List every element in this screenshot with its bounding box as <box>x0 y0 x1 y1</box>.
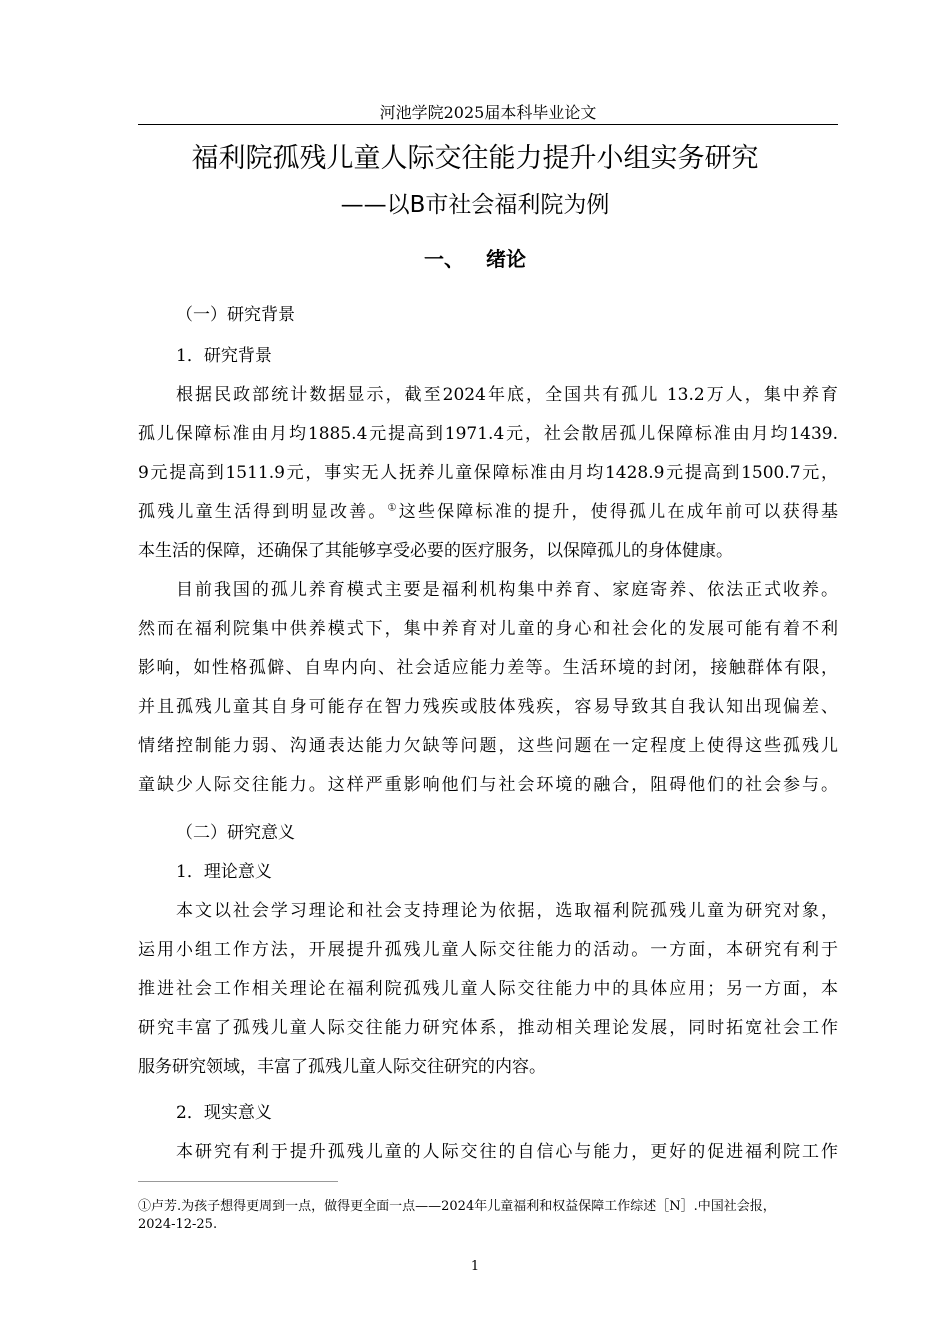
body-line: 然而在福利院集中供养模式下，集中养育对儿童的身心和社会化的发展可能有着不利 <box>138 619 838 639</box>
running-header: 河池学院2025届本科毕业论文 <box>379 103 597 122</box>
footnote-line: ①卢芳.为孩子想得更周到一点，做得更全面一点——2024年儿童福利和权益保障工作综述［N］.中国社会报， <box>138 1199 776 1214</box>
chapter-heading <box>0 243 950 272</box>
body-line: 情绪控制能力弱、沟通表达能力欠缺等问题，这些问题在一定程度上使得这些孤残儿 <box>138 736 838 756</box>
body-line: 根据民政部统计数据显示，截至2024年底，全国共有孤儿 13.2万人，集中养育 <box>176 385 838 405</box>
body-line: 孤儿保障标准由月均1885.4元提高到1971.4元，社会散居孤儿保障标准由月均1439. <box>138 424 838 444</box>
section-heading-significance: （二）研究意义 <box>176 823 295 843</box>
footnote-separator <box>138 1181 338 1182</box>
body-line: 服务研究领域，丰富了孤残儿童人际交往研究的内容。 <box>138 1057 546 1077</box>
body-line-with-note <box>138 497 838 522</box>
paper-subtitle: ——以B市社会福利院为例 <box>340 192 610 218</box>
subsection-heading-practice: 2．现实意义 <box>176 1103 272 1123</box>
body-line: 研究丰富了孤残儿童人际交往能力研究体系，推动相关理论发展，同时拓宽社会工作 <box>138 1018 838 1038</box>
body-line: 9元提高到1511.9元，事实无人抚养儿童保障标准由月均1428.9元提高到1500.7元， <box>138 463 838 483</box>
body-line: 本生活的保障，还确保了其能够享受必要的医疗服务，以保障孤儿的身体健康。 <box>138 541 733 561</box>
footnote-marker[interactable]: ① <box>387 502 399 514</box>
chapter-title: 绪论 <box>486 247 526 271</box>
paper-title: 福利院孤残儿童人际交往能力提升小组实务研究 <box>191 143 759 174</box>
chapter-number: 一、 <box>424 247 464 271</box>
footnote-line: 2024-12-25. <box>138 1217 218 1232</box>
body-text: 这些保障标准的提升，使得孤儿在成年前可以获得基 <box>398 502 839 522</box>
body-line: 童缺少人际交往能力。这样严重影响他们与社会环境的融合，阻碍他们的社会参与。 <box>138 775 838 795</box>
subsection-heading-background: 1．研究背景 <box>176 346 272 366</box>
body-line: 目前我国的孤儿养育模式主要是福利机构集中养育、家庭寄养、依法正式收养。 <box>176 580 838 600</box>
subsection-heading-theory: 1．理论意义 <box>176 862 272 882</box>
body-line: 运用小组工作方法，开展提升孤残儿童人际交往能力的活动。一方面，本研究有利于 <box>138 940 838 960</box>
body-line: 本研究有利于提升孤残儿童的人际交往的自信心与能力，更好的促进福利院工作 <box>176 1142 838 1162</box>
body-line: 影响，如性格孤僻、自卑内向、社会适应能力差等。生活环境的封闭，接触群体有限， <box>138 658 838 678</box>
body-line: 本文以社会学习理论和社会支持理论为依据，选取福利院孤残儿童为研究对象， <box>176 901 838 921</box>
section-heading-background: （一）研究背景 <box>176 305 295 325</box>
body-line: 推进社会工作相关理论在福利院孤残儿童人际交往能力中的具体应用；另一方面，本 <box>138 979 838 999</box>
body-line: 并且孤残儿童其自身可能存在智力残疾或肢体残疾，容易导致其自我认知出现偏差、 <box>138 697 838 717</box>
header-rule <box>138 124 838 125</box>
page-number: 1 <box>470 1259 480 1274</box>
body-text: 孤残儿童生活得到明显改善。 <box>138 502 388 522</box>
